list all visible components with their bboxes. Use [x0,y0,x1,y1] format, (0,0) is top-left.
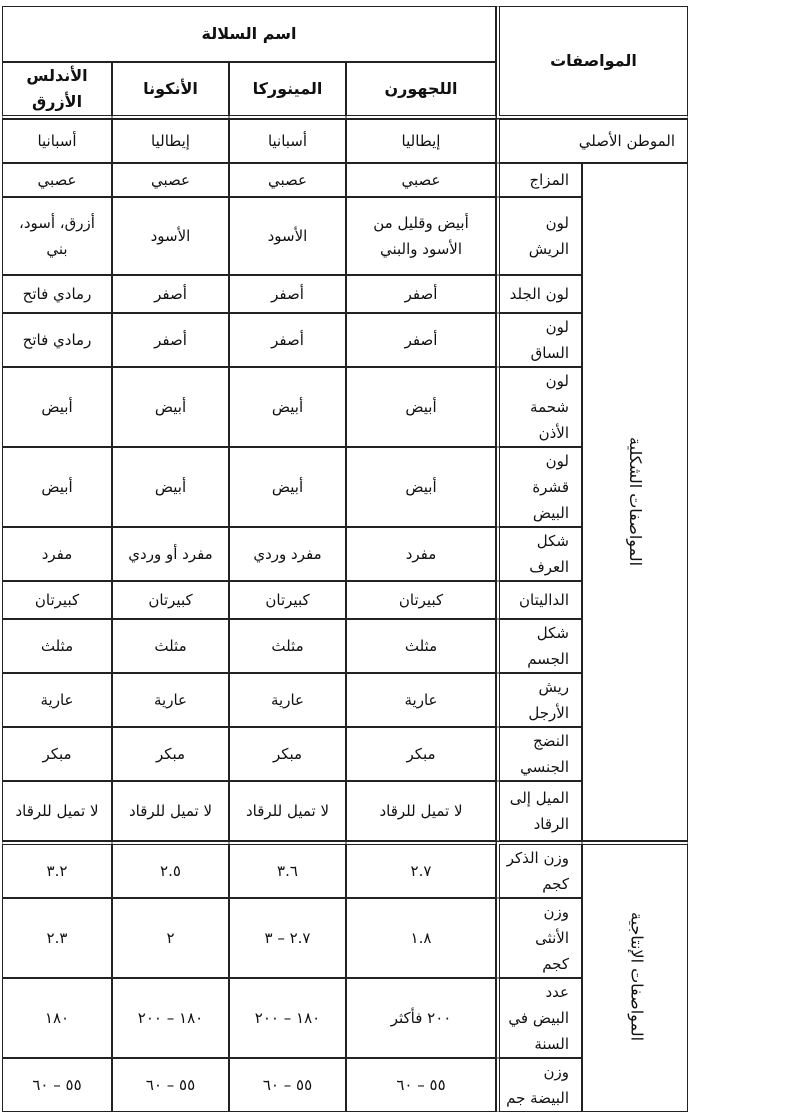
table-cell: أصفر [346,313,496,367]
table-cell: مثلث [112,619,229,673]
table-cell: أبيض [346,447,496,527]
row-label: الميل إلى الرقاد [496,781,582,841]
table-cell: ٢ [112,898,229,978]
table-cell: ١٨٠ [2,978,112,1058]
table-cell: مثلث [229,619,346,673]
table-cell: إيطاليا [346,119,496,163]
table-cell: كبيرتان [2,581,112,619]
row-label: لون الريش [496,197,582,275]
table-cell: أبيض [112,367,229,447]
table-cell: مفرد [2,527,112,581]
table-cell: أبيض وقليل من الأسود والبني [346,197,496,275]
table-cell: كبيرتان [346,581,496,619]
table-cell: ٢.٥ [112,841,229,898]
physical-specs-group-label: المواصفات الشكلية [582,163,688,841]
table-cell: مبكر [229,727,346,781]
breed-header-minorca: المينوركا [229,62,346,119]
specs-header: المواصفات [496,6,688,119]
table-cell: أزرق، أسود، بني [2,197,112,275]
table-cell: ٥٥ – ٦٠ [112,1058,229,1112]
table-cell: عصبي [112,163,229,197]
table-row [2,163,688,197]
table-cell: مفرد وردي [229,527,346,581]
table-cell: أبيض [2,447,112,527]
breeds-table [2,6,688,1112]
table-cell: عارية [229,673,346,727]
table-cell: كبيرتان [112,581,229,619]
row-label: لون قشرة البيض [496,447,582,527]
row-label: وزن الذكر كجم [496,841,582,898]
table-cell: الأسود [112,197,229,275]
table-cell: ١.٨ [346,898,496,978]
table-cell: كبيرتان [229,581,346,619]
table-cell: أسبانيا [2,119,112,163]
breed-header-leghorn: اللجهورن [346,62,496,119]
row-label: لون الساق [496,313,582,367]
table-cell: لا تميل للرقاد [2,781,112,841]
row-label: لون الجلد [496,275,582,313]
table-cell: أبيض [2,367,112,447]
row-label: الداليتان [496,581,582,619]
table-cell: الأسود [229,197,346,275]
production-specs-group-label: المواصفات الإنتاجية [582,841,688,1112]
table-cell: عصبي [229,163,346,197]
table-cell: أصفر [112,275,229,313]
row-label: لون شحمة الأذن [496,367,582,447]
table-cell: ١٨٠ – ٢٠٠ [112,978,229,1058]
table-cell: مثلث [2,619,112,673]
table-cell: رمادي فاتح [2,313,112,367]
table-cell: لا تميل للرقاد [112,781,229,841]
breed-name-header: اسم السلالة [2,6,496,62]
table-cell: عصبي [2,163,112,197]
table-cell: مثلث [346,619,496,673]
table-cell: مفرد أو وردي [112,527,229,581]
table-cell: مبكر [346,727,496,781]
table-cell: أسبانيا [229,119,346,163]
breed-header-andalusian: الأندلس الأزرق [2,62,112,119]
breed-header-ancona: الأنكونا [112,62,229,119]
table-row [2,119,688,163]
row-label: شكل العرف [496,527,582,581]
table-cell: أبيض [229,447,346,527]
table-cell: ٣.٦ [229,841,346,898]
table-row [2,841,688,898]
table-cell: ٥٥ – ٦٠ [346,1058,496,1112]
row-label: شكل الجسم [496,619,582,673]
table-cell: ٢.٣ [2,898,112,978]
table-cell: عارية [346,673,496,727]
table-cell: ٥٥ – ٦٠ [229,1058,346,1112]
table-cell: مبكر [112,727,229,781]
table-cell: إيطاليا [112,119,229,163]
table-cell: أصفر [229,313,346,367]
table-cell: ٥٥ – ٦٠ [2,1058,112,1112]
table-cell: مفرد [346,527,496,581]
row-label: النضج الجنسي [496,727,582,781]
table-cell: عارية [2,673,112,727]
table-cell: عارية [112,673,229,727]
row-label: ريش الأرجل [496,673,582,727]
table-cell: عصبي [346,163,496,197]
table-cell: لا تميل للرقاد [229,781,346,841]
table-cell: ٢.٧ – ٣ [229,898,346,978]
table-cell: أبيض [229,367,346,447]
table-cell: ٣.٢ [2,841,112,898]
table-cell: ١٨٠ – ٢٠٠ [229,978,346,1058]
row-label: وزن البيضة جم [496,1058,582,1112]
table-cell: أصفر [229,275,346,313]
table-cell: مبكر [2,727,112,781]
table-cell: ٢.٧ [346,841,496,898]
table-cell: أبيض [112,447,229,527]
table-cell: أصفر [346,275,496,313]
table-cell: أصفر [112,313,229,367]
row-label-origin: الموطن الأصلي [496,119,688,163]
row-label: عدد البيض في السنة [496,978,582,1058]
row-label: وزن الأنثى كجم [496,898,582,978]
row-label: المزاج [496,163,582,197]
table-cell: أبيض [346,367,496,447]
table-cell: ٢٠٠ فأكثر [346,978,496,1058]
table-cell: لا تميل للرقاد [346,781,496,841]
table-cell: رمادي فاتح [2,275,112,313]
